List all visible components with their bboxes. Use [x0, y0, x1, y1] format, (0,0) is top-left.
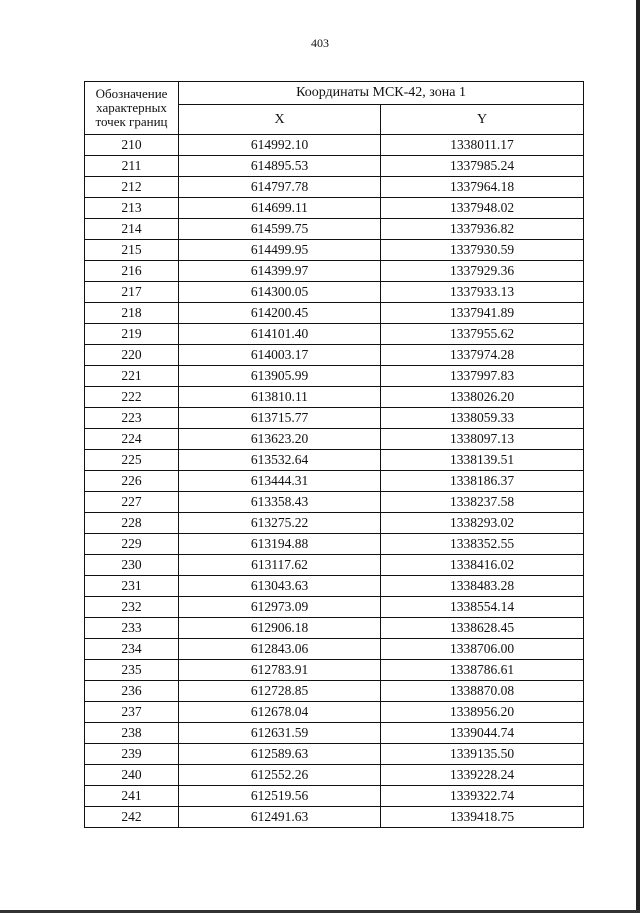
x-coordinate-cell: 613043.63 — [179, 576, 381, 597]
table-row — [85, 240, 584, 261]
x-coordinate-cell: 613444.31 — [179, 471, 381, 492]
y-coordinate-cell: 1338059.33 — [381, 408, 584, 429]
table-row — [85, 765, 584, 786]
y-coordinate-cell: 1339135.50 — [381, 744, 584, 765]
point-cell: 238 — [85, 723, 179, 744]
y-coordinate-cell: 1337929.36 — [381, 261, 584, 282]
x-coordinate-cell: 614300.05 — [179, 282, 381, 303]
table-row — [85, 639, 584, 660]
header-point-designation: Обозначение характерных точек границ — [85, 82, 179, 135]
x-coordinate-cell: 614895.53 — [179, 156, 381, 177]
table-row — [85, 492, 584, 513]
y-coordinate-cell: 1338483.28 — [381, 576, 584, 597]
x-coordinate-cell: 613905.99 — [179, 366, 381, 387]
point-cell: 240 — [85, 765, 179, 786]
table-row — [85, 282, 584, 303]
point-cell: 218 — [85, 303, 179, 324]
x-coordinate-cell: 612519.56 — [179, 786, 381, 807]
x-coordinate-cell: 612589.63 — [179, 744, 381, 765]
table-body — [85, 135, 584, 828]
table-row — [85, 156, 584, 177]
table-row — [85, 366, 584, 387]
table-row — [85, 576, 584, 597]
y-coordinate-cell: 1338026.20 — [381, 387, 584, 408]
x-coordinate-cell: 613117.62 — [179, 555, 381, 576]
x-coordinate-cell: 613623.20 — [179, 429, 381, 450]
point-cell: 223 — [85, 408, 179, 429]
point-cell: 220 — [85, 345, 179, 366]
y-coordinate-cell: 1338293.02 — [381, 513, 584, 534]
y-coordinate-cell: 1337941.89 — [381, 303, 584, 324]
point-cell: 228 — [85, 513, 179, 534]
x-coordinate-cell: 614101.40 — [179, 324, 381, 345]
x-coordinate-cell: 614003.17 — [179, 345, 381, 366]
point-cell: 222 — [85, 387, 179, 408]
page-number: 403 — [311, 36, 329, 50]
table-header — [85, 82, 584, 135]
table-row — [85, 513, 584, 534]
point-cell: 215 — [85, 240, 179, 261]
y-coordinate-cell: 1338186.37 — [381, 471, 584, 492]
point-cell: 230 — [85, 555, 179, 576]
y-coordinate-cell: 1337936.82 — [381, 219, 584, 240]
coordinates-table — [84, 81, 584, 828]
point-cell: 225 — [85, 450, 179, 471]
point-cell: 216 — [85, 261, 179, 282]
table-row — [85, 786, 584, 807]
table-row — [85, 597, 584, 618]
x-coordinate-cell: 614797.78 — [179, 177, 381, 198]
table-row — [85, 660, 584, 681]
point-cell: 239 — [85, 744, 179, 765]
y-coordinate-cell: 1337974.28 — [381, 345, 584, 366]
table-row — [85, 723, 584, 744]
header-coordinate-system: Координаты МСК-42, зона 1 — [179, 82, 584, 105]
point-cell: 226 — [85, 471, 179, 492]
table-row — [85, 744, 584, 765]
x-coordinate-cell: 613358.43 — [179, 492, 381, 513]
x-coordinate-cell: 614699.11 — [179, 198, 381, 219]
x-coordinate-cell: 613194.88 — [179, 534, 381, 555]
x-coordinate-cell: 613810.11 — [179, 387, 381, 408]
table-row — [85, 618, 584, 639]
y-coordinate-cell: 1337955.62 — [381, 324, 584, 345]
x-coordinate-cell: 612728.85 — [179, 681, 381, 702]
table-row — [85, 408, 584, 429]
point-cell: 214 — [85, 219, 179, 240]
point-cell: 235 — [85, 660, 179, 681]
y-coordinate-cell: 1338786.61 — [381, 660, 584, 681]
table-row — [85, 450, 584, 471]
y-coordinate-cell: 1337948.02 — [381, 198, 584, 219]
y-coordinate-cell: 1337964.18 — [381, 177, 584, 198]
y-coordinate-cell: 1338706.00 — [381, 639, 584, 660]
point-cell: 229 — [85, 534, 179, 555]
x-coordinate-cell: 613715.77 — [179, 408, 381, 429]
point-cell: 233 — [85, 618, 179, 639]
header-y: Y — [381, 105, 584, 135]
y-coordinate-cell: 1337933.13 — [381, 282, 584, 303]
x-coordinate-cell: 614992.10 — [179, 135, 381, 156]
y-coordinate-cell: 1337985.24 — [381, 156, 584, 177]
table-row — [85, 345, 584, 366]
y-coordinate-cell: 1338139.51 — [381, 450, 584, 471]
y-coordinate-cell: 1337930.59 — [381, 240, 584, 261]
point-cell: 213 — [85, 198, 179, 219]
table-row — [85, 534, 584, 555]
point-cell: 227 — [85, 492, 179, 513]
point-cell: 242 — [85, 807, 179, 828]
y-coordinate-cell: 1339418.75 — [381, 807, 584, 828]
point-cell: 219 — [85, 324, 179, 345]
point-cell: 224 — [85, 429, 179, 450]
x-coordinate-cell: 613532.64 — [179, 450, 381, 471]
y-coordinate-cell: 1338097.13 — [381, 429, 584, 450]
x-coordinate-cell: 612552.26 — [179, 765, 381, 786]
y-coordinate-cell: 1339322.74 — [381, 786, 584, 807]
table-row — [85, 303, 584, 324]
table-row — [85, 261, 584, 282]
table-row — [85, 681, 584, 702]
table-row — [85, 177, 584, 198]
x-coordinate-cell: 614200.45 — [179, 303, 381, 324]
y-coordinate-cell: 1338956.20 — [381, 702, 584, 723]
y-coordinate-cell: 1338011.17 — [381, 135, 584, 156]
point-cell: 232 — [85, 597, 179, 618]
y-coordinate-cell: 1338870.08 — [381, 681, 584, 702]
table-row — [85, 807, 584, 828]
table-row — [85, 135, 584, 156]
y-coordinate-cell: 1338416.02 — [381, 555, 584, 576]
y-coordinate-cell: 1339044.74 — [381, 723, 584, 744]
table-row — [85, 702, 584, 723]
x-coordinate-cell: 614399.97 — [179, 261, 381, 282]
x-coordinate-cell: 614599.75 — [179, 219, 381, 240]
point-cell: 211 — [85, 156, 179, 177]
table-row — [85, 198, 584, 219]
point-cell: 221 — [85, 366, 179, 387]
point-cell: 210 — [85, 135, 179, 156]
x-coordinate-cell: 612631.59 — [179, 723, 381, 744]
point-cell: 241 — [85, 786, 179, 807]
x-coordinate-cell: 614499.95 — [179, 240, 381, 261]
table-row — [85, 324, 584, 345]
point-cell: 231 — [85, 576, 179, 597]
header-x: X — [179, 105, 381, 135]
point-cell: 212 — [85, 177, 179, 198]
table-row — [85, 555, 584, 576]
y-coordinate-cell: 1338628.45 — [381, 618, 584, 639]
point-cell: 236 — [85, 681, 179, 702]
x-coordinate-cell: 612678.04 — [179, 702, 381, 723]
x-coordinate-cell: 612843.06 — [179, 639, 381, 660]
point-cell: 234 — [85, 639, 179, 660]
x-coordinate-cell: 612783.91 — [179, 660, 381, 681]
x-coordinate-cell: 613275.22 — [179, 513, 381, 534]
y-coordinate-cell: 1338237.58 — [381, 492, 584, 513]
table-row — [85, 471, 584, 492]
table-row — [85, 429, 584, 450]
y-coordinate-cell: 1339228.24 — [381, 765, 584, 786]
x-coordinate-cell: 612491.63 — [179, 807, 381, 828]
x-coordinate-cell: 612973.09 — [179, 597, 381, 618]
table-row — [85, 387, 584, 408]
y-coordinate-cell: 1337997.83 — [381, 366, 584, 387]
point-cell: 237 — [85, 702, 179, 723]
y-coordinate-cell: 1338352.55 — [381, 534, 584, 555]
point-cell: 217 — [85, 282, 179, 303]
table-row — [85, 219, 584, 240]
x-coordinate-cell: 612906.18 — [179, 618, 381, 639]
scan-edge-right — [636, 0, 640, 913]
y-coordinate-cell: 1338554.14 — [381, 597, 584, 618]
